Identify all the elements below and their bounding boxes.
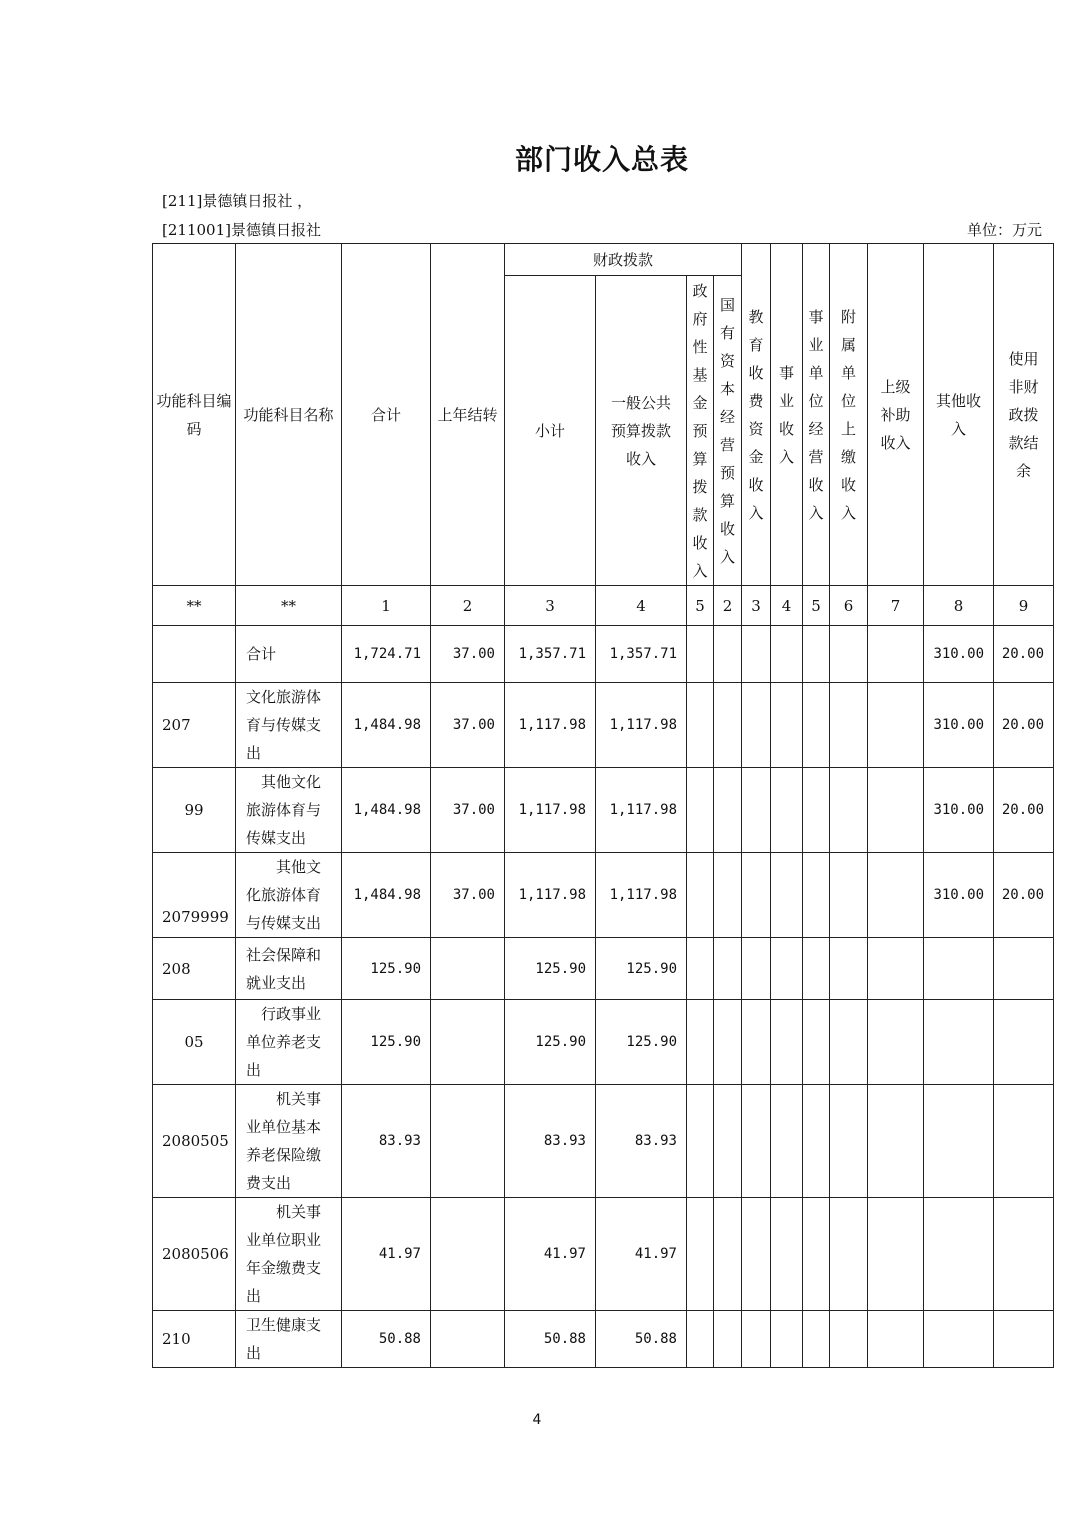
header-affiliated: 附属单位上缴收入 [830, 244, 868, 586]
row-subtotal: 41.97 [505, 1198, 596, 1311]
index-cell: ** [153, 586, 236, 626]
row-carryover [431, 1085, 505, 1198]
header-gov-fund: 政府性基金预算拨款收入 [687, 276, 714, 586]
row-total: 125.90 [342, 1000, 431, 1085]
row-total: 83.93 [342, 1085, 431, 1198]
row-subtotal: 1,117.98 [505, 768, 596, 853]
index-cell: 3 [742, 586, 771, 626]
index-cell: 9 [994, 586, 1054, 626]
unit-label: 单位：万元 [966, 221, 1042, 239]
row-total: 1,724.71 [342, 626, 431, 683]
header-general-budget: 一般公共预算拨款收入 [596, 276, 687, 586]
row-general: 41.97 [596, 1198, 687, 1311]
row-other: 310.00 [924, 626, 994, 683]
header-edu-fee: 教育收费资金收入 [742, 244, 771, 586]
row-subtotal: 125.90 [505, 1000, 596, 1085]
row-name: 社会保障和就业支出 [236, 938, 342, 1000]
row-subtotal: 1,117.98 [505, 683, 596, 768]
row-nonfiscal [994, 1000, 1054, 1085]
row-general: 125.90 [596, 938, 687, 1000]
row-total: 1,484.98 [342, 853, 431, 938]
income-table [152, 243, 1054, 1368]
header-name: 功能科目名称 [236, 244, 342, 586]
row-code: 207 [153, 683, 236, 768]
row-name: 文化旅游体育与传媒支出 [236, 683, 342, 768]
row-general: 1,117.98 [596, 768, 687, 853]
row-nonfiscal: 20.00 [994, 853, 1054, 938]
table-row [153, 768, 1054, 853]
row-general: 83.93 [596, 1085, 687, 1198]
table-row [153, 1198, 1054, 1311]
page-number: 4 [532, 1412, 542, 1428]
table-row [153, 1311, 1054, 1368]
page-title: 部门收入总表 [514, 143, 689, 176]
table-row [153, 1085, 1054, 1198]
row-carryover [431, 1000, 505, 1085]
header-other: 其他收入 [924, 244, 994, 586]
row-total: 1,484.98 [342, 683, 431, 768]
org-line-1: [211]景德镇日报社 ， [162, 192, 313, 210]
row-other [924, 1311, 994, 1368]
header-state-capital: 国有资本经营预算收入 [714, 276, 742, 586]
index-cell: 6 [830, 586, 868, 626]
header-carryover: 上年结转 [431, 244, 505, 586]
index-cell: 4 [771, 586, 803, 626]
header-unit-operation: 事业单位经营收入 [803, 244, 830, 586]
table-row [153, 938, 1054, 1000]
row-name: 其他文化旅游体育与传媒支出 [236, 853, 342, 938]
row-code: 210 [153, 1311, 236, 1368]
row-other: 310.00 [924, 853, 994, 938]
row-code: 2080505 [153, 1085, 236, 1198]
row-total: 125.90 [342, 938, 431, 1000]
header-code: 功能科目编码 [153, 244, 236, 586]
row-nonfiscal: 20.00 [994, 768, 1054, 853]
index-cell: 4 [596, 586, 687, 626]
header-business: 事业收入 [771, 244, 803, 586]
row-code: 99 [153, 768, 236, 853]
row-name: 机关事业单位基本养老保险缴费支出 [236, 1085, 342, 1198]
row-general: 50.88 [596, 1311, 687, 1368]
index-cell: 5 [687, 586, 714, 626]
row-nonfiscal: 20.00 [994, 626, 1054, 683]
index-cell: 1 [342, 586, 431, 626]
index-cell: 7 [868, 586, 924, 626]
row-subtotal: 83.93 [505, 1085, 596, 1198]
header-subtotal: 小计 [505, 276, 596, 586]
row-carryover: 37.00 [431, 853, 505, 938]
row-other [924, 1198, 994, 1311]
row-total: 1,484.98 [342, 768, 431, 853]
row-general: 1,117.98 [596, 683, 687, 768]
row-general: 1,117.98 [596, 853, 687, 938]
index-cell: 3 [505, 586, 596, 626]
row-other: 310.00 [924, 768, 994, 853]
row-carryover: 37.00 [431, 683, 505, 768]
row-name: 合计 [236, 626, 342, 683]
row-general: 125.90 [596, 1000, 687, 1085]
row-code: 05 [153, 1000, 236, 1085]
row-carryover: 37.00 [431, 768, 505, 853]
org-line-2: [211001]景德镇日报社 [162, 221, 321, 239]
table-row [153, 626, 1054, 683]
table-row [153, 853, 1054, 938]
row-nonfiscal [994, 1311, 1054, 1368]
index-cell: ** [236, 586, 342, 626]
row-code: 208 [153, 938, 236, 1000]
index-cell: 5 [803, 586, 830, 626]
row-subtotal: 50.88 [505, 1311, 596, 1368]
row-code [153, 626, 236, 683]
row-name: 其他文化旅游体育与传媒支出 [236, 768, 342, 853]
index-cell: 2 [714, 586, 742, 626]
row-name: 行政事业单位养老支出 [236, 1000, 342, 1085]
row-carryover [431, 938, 505, 1000]
row-carryover [431, 1198, 505, 1311]
row-subtotal: 1,357.71 [505, 626, 596, 683]
row-name: 机关事业单位职业年金缴费支出 [236, 1198, 342, 1311]
row-nonfiscal [994, 1198, 1054, 1311]
row-subtotal: 125.90 [505, 938, 596, 1000]
row-carryover [431, 1311, 505, 1368]
row-nonfiscal [994, 1085, 1054, 1198]
header-non-fiscal: 使用非财政拨款结余 [994, 244, 1054, 586]
row-subtotal: 1,117.98 [505, 853, 596, 938]
row-general: 1,357.71 [596, 626, 687, 683]
header-superior-subsidy: 上级补助收入 [868, 244, 924, 586]
row-code: 2080506 [153, 1198, 236, 1311]
row-nonfiscal: 20.00 [994, 683, 1054, 768]
row-other [924, 938, 994, 1000]
row-other [924, 1000, 994, 1085]
header-total: 合计 [342, 244, 431, 586]
row-code: 2079999 [153, 853, 236, 938]
row-name: 卫生健康支出 [236, 1311, 342, 1368]
table-row [153, 683, 1054, 768]
row-nonfiscal [994, 938, 1054, 1000]
row-other [924, 1085, 994, 1198]
index-cell: 8 [924, 586, 994, 626]
row-other: 310.00 [924, 683, 994, 768]
index-cell: 2 [431, 586, 505, 626]
row-total: 41.97 [342, 1198, 431, 1311]
table-row [153, 1000, 1054, 1085]
row-carryover: 37.00 [431, 626, 505, 683]
row-total: 50.88 [342, 1311, 431, 1368]
header-fiscal-group: 财政拨款 [505, 244, 742, 276]
